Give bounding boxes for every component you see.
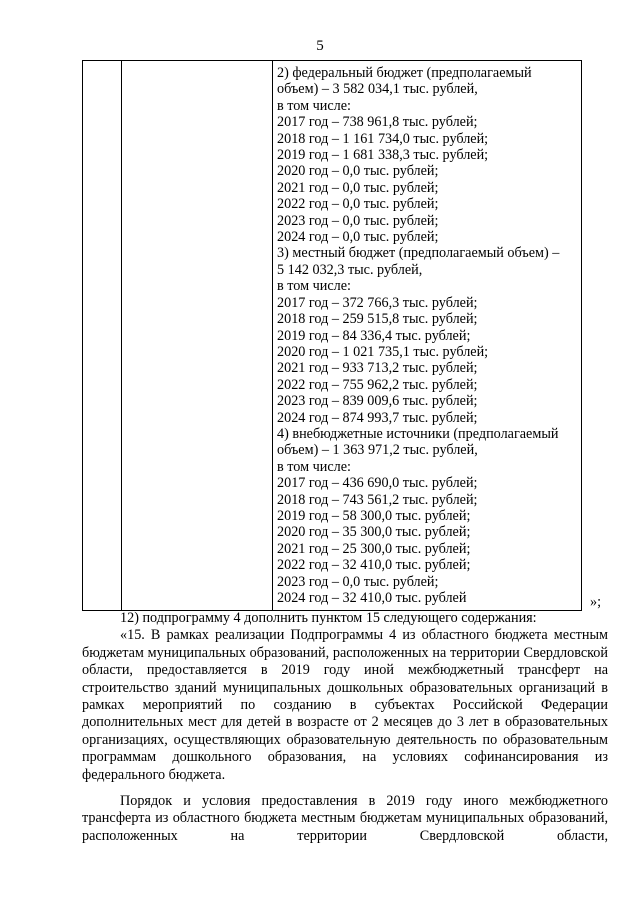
table-column-divider-1	[121, 61, 122, 610]
table-line: 2023 год – 0,0 тыс. рублей;	[277, 212, 439, 229]
table-line: 2023 год – 839 009,6 тыс. рублей;	[277, 393, 478, 410]
table-line: объем) – 1 363 971,2 тыс. рублей,	[277, 442, 478, 459]
table-line: 2022 год – 755 962,2 тыс. рублей;	[277, 376, 478, 393]
table-line: 5 142 032,3 тыс. рублей,	[277, 261, 423, 278]
table-line: 2021 год – 25 300,0 тыс. рублей;	[277, 540, 471, 557]
table-line: 2024 год – 32 410,0 тыс. рублей	[277, 590, 467, 606]
table-line: 2017 год – 436 690,0 тыс. рублей;	[277, 475, 478, 492]
table-column-divider-2	[272, 61, 273, 610]
table-line: 2024 год – 874 993,7 тыс. рублей;	[277, 409, 478, 426]
table-line: 2021 год – 933 713,2 тыс. рублей;	[277, 360, 478, 377]
table-line: 2017 год – 738 961,8 тыс. рублей;	[277, 114, 478, 131]
table-line: 2020 год – 35 300,0 тыс. рублей;	[277, 524, 471, 541]
table-line: в том числе:	[277, 458, 351, 475]
table-line: 2019 год – 1 681 338,3 тыс. рублей;	[277, 147, 489, 164]
table-line: 2021 год – 0,0 тыс. рублей;	[277, 179, 439, 196]
table-line: 2020 год – 1 021 735,1 тыс. рублей;	[277, 343, 489, 360]
document-body	[82, 610, 608, 845]
table-line: 3) местный бюджет (предполагаемый объем) –	[277, 245, 560, 262]
page-number: 5	[316, 38, 324, 54]
table-line: 2017 год – 372 766,3 тыс. рублей;	[277, 294, 478, 311]
table-line: 2024 год – 0,0 тыс. рублей;	[277, 229, 439, 246]
table-line: 2022 год – 32 410,0 тыс. рублей;	[277, 557, 471, 574]
table-line: в том числе:	[277, 278, 351, 295]
table-line: 2) федеральный бюджет (предполагаемый	[277, 65, 532, 81]
table-line: 2022 год – 0,0 тыс. рублей;	[277, 196, 439, 213]
budget-table	[82, 60, 582, 611]
funding-sources-cell	[277, 65, 581, 606]
table-line: 4) внебюджетные источники (предполагаемый	[277, 425, 559, 442]
table-line: 2020 год – 0,0 тыс. рублей;	[277, 163, 439, 180]
table-line: 2019 год – 84 336,4 тыс. рублей;	[277, 327, 471, 344]
paragraph-15: «15. В рамках реализации Подпрограммы 4 из областного бюджета местным бюджетам муниципальных образований, расположенных на территории Свердловской области, предоставляется в 2019 году иной межбюджетный трансферт на строительство зданий муниципальных дошкольных образовательных организаций в рамках мероприятий по созданию в субъектах Российской Федерации дополнительных мест для детей в возрасте от 2 месяцев до 3 лет в образовательных организациях, осуществляющих образовательную деятельность по образовательным программам дошкольного образования, на условиях софинансирования из федерального бюджета.	[82, 627, 608, 783]
table-line: 2018 год – 1 161 734,0 тыс. рублей;	[277, 130, 489, 147]
table-line: в том числе:	[277, 97, 351, 114]
table-line: 2023 год – 0,0 тыс. рублей;	[277, 573, 439, 590]
amendment-item-12: 12) подпрограмму 4 дополнить пунктом 15 следующего содержания:	[120, 610, 537, 626]
table-line: 2019 год – 58 300,0 тыс. рублей;	[277, 507, 471, 524]
paragraph-procedure: Порядок и условия предоставления в 2019 году иного межбюджетного трансферта из областного бюджета местным бюджетам муниципальных образований, расположенных на территории Свердловской области,	[82, 793, 608, 844]
quote-close-mark: »;	[590, 594, 602, 610]
table-line: 2018 год – 743 561,2 тыс. рублей;	[277, 491, 478, 508]
table-line: 2018 год – 259 515,8 тыс. рублей;	[277, 311, 478, 328]
table-line: объем) – 3 582 034,1 тыс. рублей,	[277, 81, 478, 98]
